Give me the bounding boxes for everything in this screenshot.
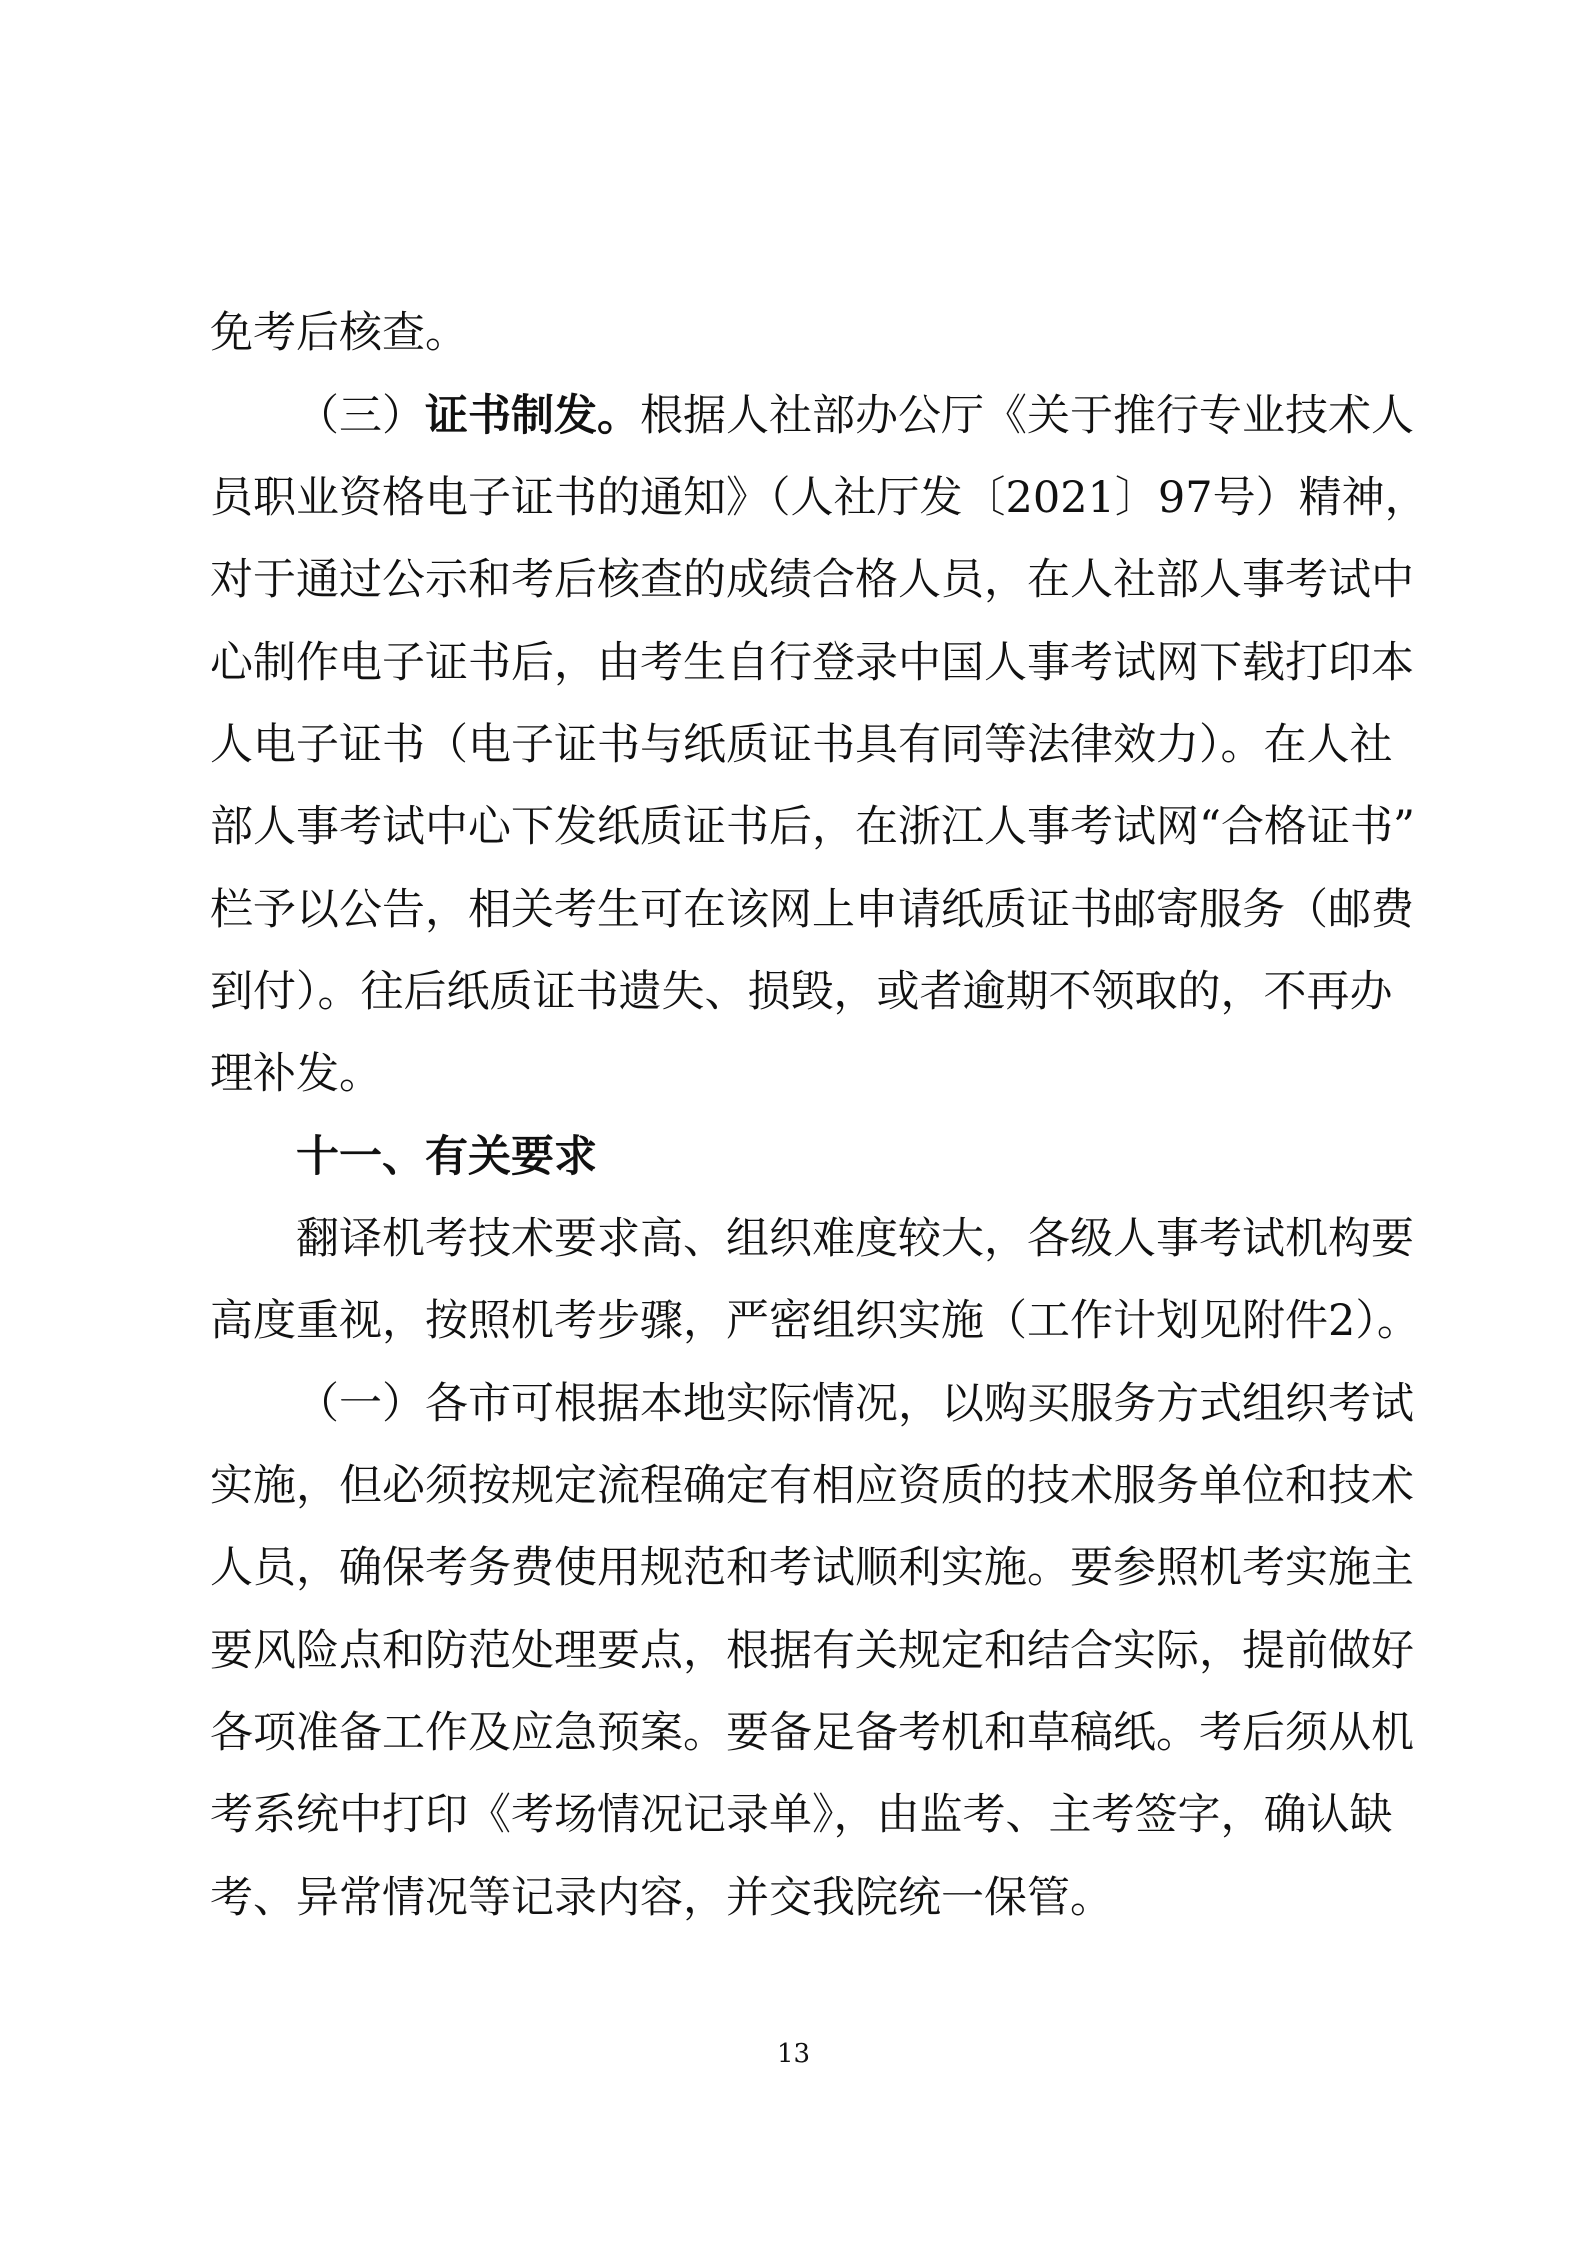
text-line: 人员，确保考务费使用规范和考试顺利实施。要参照机考实施主 [210,1543,1414,1593]
section-number: （三） [296,391,425,441]
text-line: 到付）。往后纸质证书遗失、损毁，或者逾期不领取的，不再办 [210,967,1393,1017]
text-line: 理补发。 [210,1049,382,1099]
text-line: 栏予以公告，相关考生可在该网上申请纸质证书邮寄服务（邮费 [210,885,1414,935]
text-line: 心制作电子证书后，由考生自行登录中国人事考试网下载打印本 [210,638,1414,688]
text-line: 要风险点和防范处理要点，根据有关规定和结合实际，提前做好 [210,1626,1414,1676]
section-heading: 十一、有关要求 [296,1132,597,1182]
text-line: 高度重视，按照机考步骤，严密组织实施（工作计划见附件2）。 [210,1296,1420,1346]
text-line: 翻译机考技术要求高、组织难度较大，各级人事考试机构要 [296,1214,1414,1264]
section-title: 证书制发。 [425,391,640,441]
text-line: 免考后核查。 [210,308,468,358]
text-line: 实施，但必须按规定流程确定有相应资质的技术服务单位和技术 [210,1461,1414,1511]
text-line: 人电子证书（电子证书与纸质证书具有同等法律效力）。在人社 [210,720,1393,770]
text-line: 各项准备工作及应急预案。要备足备考机和草稿纸。考后须从机 [210,1708,1414,1758]
text-line: 考系统中打印《考场情况记录单》，由监考、主考签字，确认缺 [210,1790,1393,1840]
text-run: 根据人社部办公厅《关于推行专业技术人 [640,391,1414,441]
text-line: （一）各市可根据本地实际情况，以购买服务方式组织考试 [296,1379,1414,1429]
text-line: 员职业资格电子证书的通知》（人社厅发〔2021〕97号）精神， [210,473,1428,523]
text-line: 考、异常情况等记录内容，并交我院统一保管。 [210,1873,1113,1923]
text-line: 对于通过公示和考后核查的成绩合格人员，在人社部人事考试中 [210,555,1414,605]
text-line [296,386,1414,446]
page-number: 13 [776,2039,811,2069]
text-line: 部人事考试中心下发纸质证书后，在浙江人事考试网“合格证书” [210,802,1415,852]
